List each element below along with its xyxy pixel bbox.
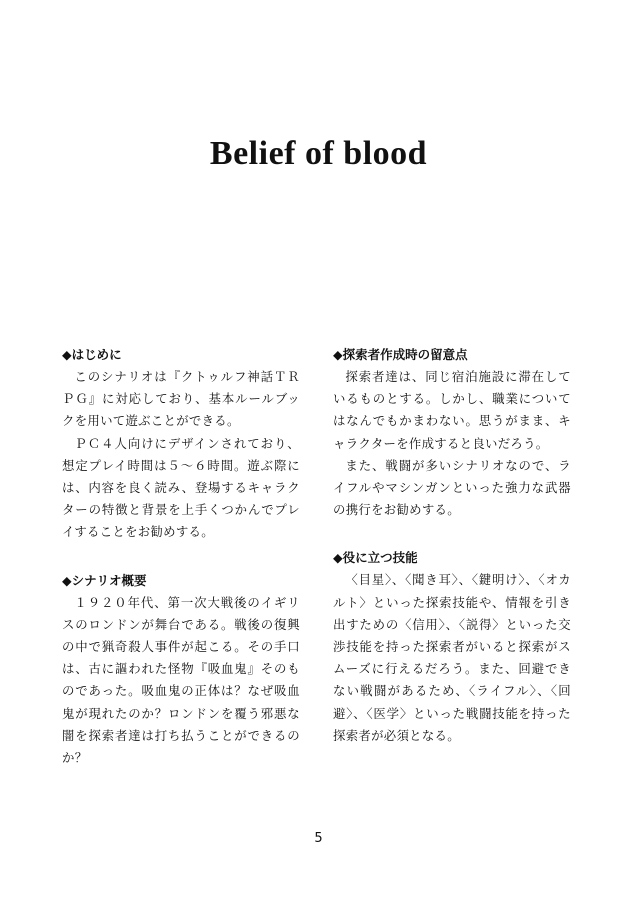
section-paragraph: １９２０年代、第一次大戦後のイギリスのロンドンが舞台である。戦後の復興の中で猟奇殺人事件が起こる。その手口は、古に謳われた怪物『吸血鬼』そのものであった。吸血鬼の正体は？なぜ吸血鬼が現れたのか？ロンドンを覆う邪悪な闇を探索者達は打ち払うことができるのか？ <box>62 594 300 766</box>
section-heading: ◆役に立つ技能 <box>333 550 418 566</box>
section-paragraph: 〈目星〉、〈聞き耳〉、〈鍵明け〉、〈オカルト〉といった探索技能や、情報を引き出すための〈信用〉、〈説得〉といった交渉技能を持った探索者がいると探索がスムーズに行えるだろう。また、回避できない戦闘があるため、〈ライフル〉、〈回避〉、〈医学〉といった戦闘技能を持った探索者が必須となる。 <box>333 572 571 743</box>
page-title: Belief of blood <box>209 134 428 172</box>
section-paragraph: また、戦闘が多いシナリオなので、ライフルやマシンガンといった強力な武器の携行をお勧めする。 <box>333 457 571 518</box>
right-column <box>333 344 571 773</box>
section-heading: ◆シナリオ概要 <box>62 572 147 588</box>
page-number: 5 <box>314 831 323 846</box>
section-character-creation-notes <box>333 344 571 521</box>
section-heading: ◆探索者作成時の留意点 <box>333 347 468 362</box>
section-paragraph: 探索者達は、同じ宿泊施設に滞在しているものとする。しかし、職業についてはなんでもかまわない。思うがまま、キャラクターを作成すると良いだろう。 <box>333 369 571 451</box>
section-useful-skills <box>333 547 571 747</box>
section-heading: ◆はじめに <box>62 347 122 362</box>
section-scenario-overview <box>62 570 300 770</box>
left-column <box>62 344 300 795</box>
section-introduction <box>62 344 300 544</box>
section-paragraph: ＰＣ４人向けにデザインされており、想定プレイ時間は５～６時間。遊ぶ際には、内容を良く読み、登場するキャラクターの特徴と背景を上手くつかんでプレイすることをお勧めする。 <box>62 435 300 540</box>
section-paragraph: このシナリオは『クトゥルフ神話ＴＲＰＧ』に対応しており、基本ルールブックを用いて遊ぶことができる。 <box>62 369 300 429</box>
